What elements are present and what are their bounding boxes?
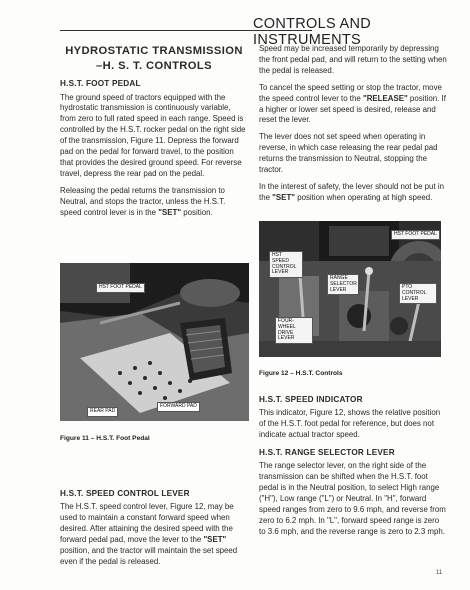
left-column bbox=[60, 44, 248, 225]
speed-indicator-paragraph: This indicator, Figure 12, shows the relative position of the H.S.T. foot pedal for reference, but does not indicate actual tractor speed. bbox=[259, 408, 441, 440]
figure-12-caption: Figure 12 – H.S.T. Controls bbox=[259, 370, 343, 377]
release-keyword: "RELEASE" bbox=[362, 93, 408, 103]
text-run: In the interest of safety, the lever should not be put in the bbox=[259, 181, 444, 202]
foot-pedal-image bbox=[60, 263, 249, 421]
figure-11-caption: Figure 11 – H.S.T. Foot Pedal bbox=[60, 435, 150, 442]
right-column bbox=[259, 44, 447, 210]
label-hst-foot-pedal-fig12: HST FOOT PEDAL bbox=[391, 230, 440, 240]
label-hst-speed-control-lever: HST SPEED CONTROL LEVER bbox=[269, 251, 303, 278]
reverse-paragraph: The lever does not set speed when operating in reverse, in which case releasing the rear pedal pad returns the transmission to Neutral, stopping the tractor. bbox=[259, 132, 438, 175]
text-run: To cancel the speed setting or stop the tractor, move the speed control lever to the bbox=[259, 82, 442, 103]
section-title: CONTROLS AND INSTRUMENTS bbox=[253, 16, 372, 48]
page-number: 11 bbox=[436, 570, 443, 576]
text-run: position, and the tractor will maintain the set speed even if the pedal is released. bbox=[60, 545, 238, 566]
set-keyword: "SET" bbox=[272, 192, 295, 202]
text-run: position when operating at high speed. bbox=[295, 192, 433, 202]
left-column-lower bbox=[60, 486, 248, 574]
safety-paragraph bbox=[259, 182, 447, 204]
hst-foot-pedal-heading: H.S.T. FOOT PEDAL bbox=[60, 79, 141, 89]
main-heading-line2: –H. S. T. CONTROLS bbox=[96, 60, 212, 73]
cancel-speed-paragraph bbox=[259, 83, 447, 127]
figure-12-photo bbox=[259, 221, 441, 357]
foot-pedal-paragraph: The ground speed of tractors equipped with the hydrostatic transmission is continuously variable, from zero to full rated speed in each range. Speed is controlled by the H.S.T. rocker pedal on the right side of the transmission, Figure 11. Depress the forward pad on the pedal for forward travel, to the position that provides the desired ground speed. For reverse travel, depress the rear pad on the pedal. bbox=[60, 92, 246, 178]
text-run: position. bbox=[181, 207, 213, 217]
text-run: The H.S.T. speed control lever, Figure 12, may be used to maintain a constant forward speed when desired. After attaining the desired speed with the forward pedal pad, move the lever to the bbox=[60, 502, 234, 545]
set-keyword: "SET" bbox=[203, 535, 227, 545]
range-selector-heading: H.S.T. RANGE SELECTOR LEVER bbox=[259, 448, 395, 458]
set-keyword: "SET" bbox=[158, 207, 182, 217]
range-selector-paragraph: The range selector lever, on the right side of the transmission can be shifted when the H.S.T. foot pedal is in the Neutral position, to select High range ("H"), Low range ("L") or Neutral. In "H", forward speed ranges from zero to 9.6 mph, and reverse from zero to 6.2 mph. In "L", forward speed range is zero to 3.6 mph, and the reverse range is zero to 2.3 mph. bbox=[259, 461, 446, 536]
speed-increase-paragraph: Speed may be increased temporarily by depressing the front pedal pad, and will return to the setting when the pedal is released. bbox=[259, 44, 447, 75]
text-run: Releasing the pedal returns the transmission to Neutral, and stops the tractor, unless the H.S.T. speed control lever is in the bbox=[60, 185, 226, 217]
label-rear-pad: REAR PAD bbox=[87, 407, 118, 417]
release-pedal-paragraph bbox=[60, 186, 248, 219]
right-column-lower bbox=[259, 392, 447, 544]
label-hst-foot-pedal: HST FOOT PEDAL bbox=[96, 283, 145, 293]
label-four-wheel-drive-lever: FOUR-WHEEL DRIVE LEVER bbox=[275, 317, 313, 344]
main-heading bbox=[60, 44, 248, 74]
speed-control-lever-heading: H.S.T. SPEED CONTROL LEVER bbox=[60, 489, 190, 498]
label-pto-control-lever: PTO CONTROL LEVER bbox=[399, 283, 437, 304]
speed-indicator-heading: H.S.T. SPEED INDICATOR bbox=[259, 395, 363, 404]
main-heading-line1: HYDROSTATIC TRANSMISSION bbox=[65, 45, 243, 57]
label-range-selector-lever: RANGE SELECTOR LEVER bbox=[327, 274, 359, 295]
label-forward-pad: FORWARD PAD bbox=[157, 402, 200, 412]
figure-11-photo bbox=[60, 263, 249, 421]
text-run: position. If a higher or lower set speed is desired, release and reset the lever. bbox=[259, 93, 446, 125]
speed-control-paragraph bbox=[60, 502, 248, 567]
